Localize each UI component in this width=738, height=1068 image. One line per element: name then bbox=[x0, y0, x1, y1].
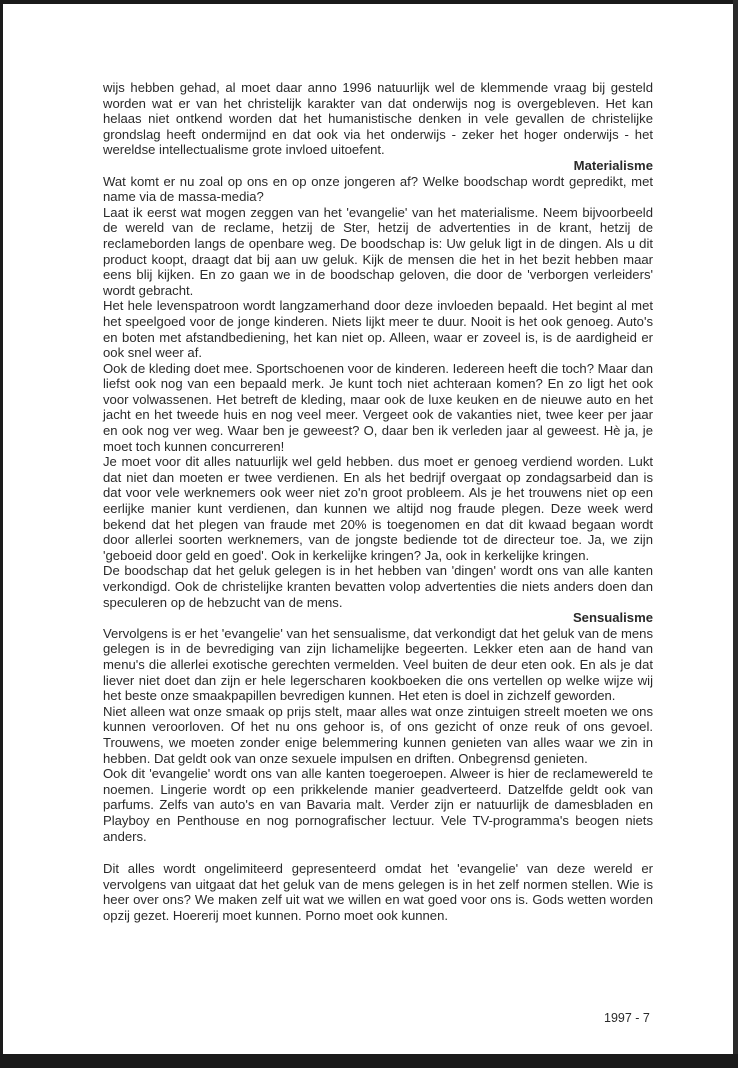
scan-edge-top bbox=[0, 0, 738, 4]
scan-edge-bottom bbox=[0, 1054, 738, 1068]
paragraph-6: Je moet voor dit alles natuurlijk wel geld hebben. dus moet er genoeg verdiend worden. Lukt dat niet dan moeten er twee verdienen. En als het bedrijf overgaat op zondagsarbeid dan is dat voor vele werknemers ook weer niet zo'n groot probleem. Als je het trouwens niet op een eerlijke manier kunt verdienen, dan kunnen we altijd nog fraude plegen. Deze week werd bekend dat het plegen van fraude met 20% is toegenomen en dat dit kwaad begaan wordt door allerlei soorten werknemers, van de jongste bediende tot de directeur toe. Ja, we zijn 'geboeid door geld en goed'. Ook in kerkelijke kringen? Ja, ook in kerkelijke kringen. bbox=[103, 454, 653, 563]
paragraph-10: Ook dit 'evangelie' wordt ons van alle kanten toegeroepen. Alweer is hier de reclamewereld te noemen. Lingerie wordt op een prikkelende manier geadverteerd. Datzelfde geldt ook van parfums. Zelfs van auto's en van Bavaria malt. Verder zijn er natuurlijk de damesbladen en Playboy en Penthouse en nog pornografischer lectuur. Vele TV-programma's beogen niets anders. bbox=[103, 766, 653, 844]
scan-edge-right bbox=[733, 0, 738, 1068]
section-heading-sensualisme: Sensualisme bbox=[572, 610, 653, 626]
paragraph-5: Ook de kleding doet mee. Sportschoenen voor de kinderen. Iedereen heeft die toch? Maar dan liefst ook nog van een bepaald merk. Je kunt toch niet achteraan komen? En zo ligt het ook voor volwassenen. Het betreft de kleding, maar ook de luxe keuken en de nieuwe auto en het jacht en het tweede huis en nog veel meer. Vergeet ook de vakanties niet, twee keer per jaar en ook nog ver weg. Waar ben je geweest? O, daar ben ik verleden jaar al geweest. Hè ja, je moet toch kunnen concurreren! bbox=[103, 360, 653, 454]
article-body bbox=[103, 80, 653, 923]
paragraph-11: Dit alles wordt ongelimiteerd gepresenteerd omdat het 'evangelie' van deze wereld er vervolgens van uitgaat dat het geluk van de mens gelegen is in het zelf normen stellen. Wie is heer over ons? We maken zelf uit wat we willen en wat goed voor ons is. Gods wetten worden opzij gezet. Hoererij moet kunnen. Porno moet ook kunnen. bbox=[103, 861, 653, 923]
scan-edge-left bbox=[0, 0, 3, 1068]
paragraph-gap bbox=[103, 844, 653, 861]
paragraph-1: wijs hebben gehad, al moet daar anno 1996 natuurlijk wel de klemmende vraag bij gesteld worden wat er van het christelijk karakter van dat onderwijs nog is overgebleven. Het kan helaas niet ontkend worden dat het humanistische denken in vele gevallen de christelijke grondslag heeft ondermijnd en dat ook via het onderwijs - zeker het hoger onderwijs - het wereldse intellectualisme grote invloed uitoefent. bbox=[103, 80, 653, 158]
section-heading-materialisme: Materialisme bbox=[573, 157, 653, 173]
paragraph-7: De boodschap dat het geluk gelegen is in het hebben van 'dingen' wordt ons van alle kanten verkondigd. Ook de christelijke kranten bevatten volop advertenties die niets anders doen dan speculeren op de hebzucht van de mens. bbox=[103, 563, 653, 610]
paragraph-3: Laat ik eerst wat mogen zeggen van het 'evangelie' van het materialisme. Neem bijvoorbeeld de wereld van de reclame, hetzij de Ster, hetzij de advertenties in de krant, hetzij de reclameborden langs de openbare weg. De boodschap is: Uw geluk ligt in de dingen. Als u dit product koopt, draagt dat bij aan uw geluk. Kijk de mensen die het in het bezit hebben maar eens blij kijken. En zo gaan we in de boodschap geloven, die door de 'verborgen verleiders' wordt gebracht. bbox=[103, 204, 653, 298]
page-number: 1997 - 7 bbox=[604, 1011, 650, 1025]
paragraph-2: Wat komt er nu zoal op ons en op onze jongeren af? Welke boodschap wordt gepredikt, met name via de massa-media? bbox=[103, 173, 653, 205]
paragraph-4: Het hele levenspatroon wordt langzamerhand door deze invloeden bepaald. Het begint al met het speelgoed voor de jonge kinderen. Niets lijkt meer te duur. Nooit is het ook genoeg. Auto's en boten met afstandbediening, het kan niet op. Alleen, waar er zoveel is, is de aardigheid er ook snel weer af. bbox=[103, 298, 653, 361]
paragraph-9: Niet alleen wat onze smaak op prijs stelt, maar alles wat onze zintuigen streelt moeten we ons kunnen veroorloven. Of het nu ons gehoor is, of ons gezicht of onze reuk of ons gevoel. Trouwens, we moeten zonder enige belemmering kunnen genieten van alles waar we zin in hebben. Dat geldt ook van onze sexuele impulsen en driften. Onbegrensd genieten. bbox=[103, 703, 653, 766]
paragraph-8: Vervolgens is er het 'evangelie' van het sensualisme, dat verkondigt dat het geluk van de mens gelegen is in de bevrediging van zijn lichamelijke begeerten. Lekker eten aan de hand van menu's die allerlei exotische gerechten vermelden. Veel buiten de deur eten ook. En als je dat liever niet doet dan zijn er hele legerscharen kookboeken die ons vertellen op welke wijze wij het beste onze smaakpapillen bevredigen kunnen. Het eten is doel in zichzelf geworden. bbox=[103, 625, 653, 704]
